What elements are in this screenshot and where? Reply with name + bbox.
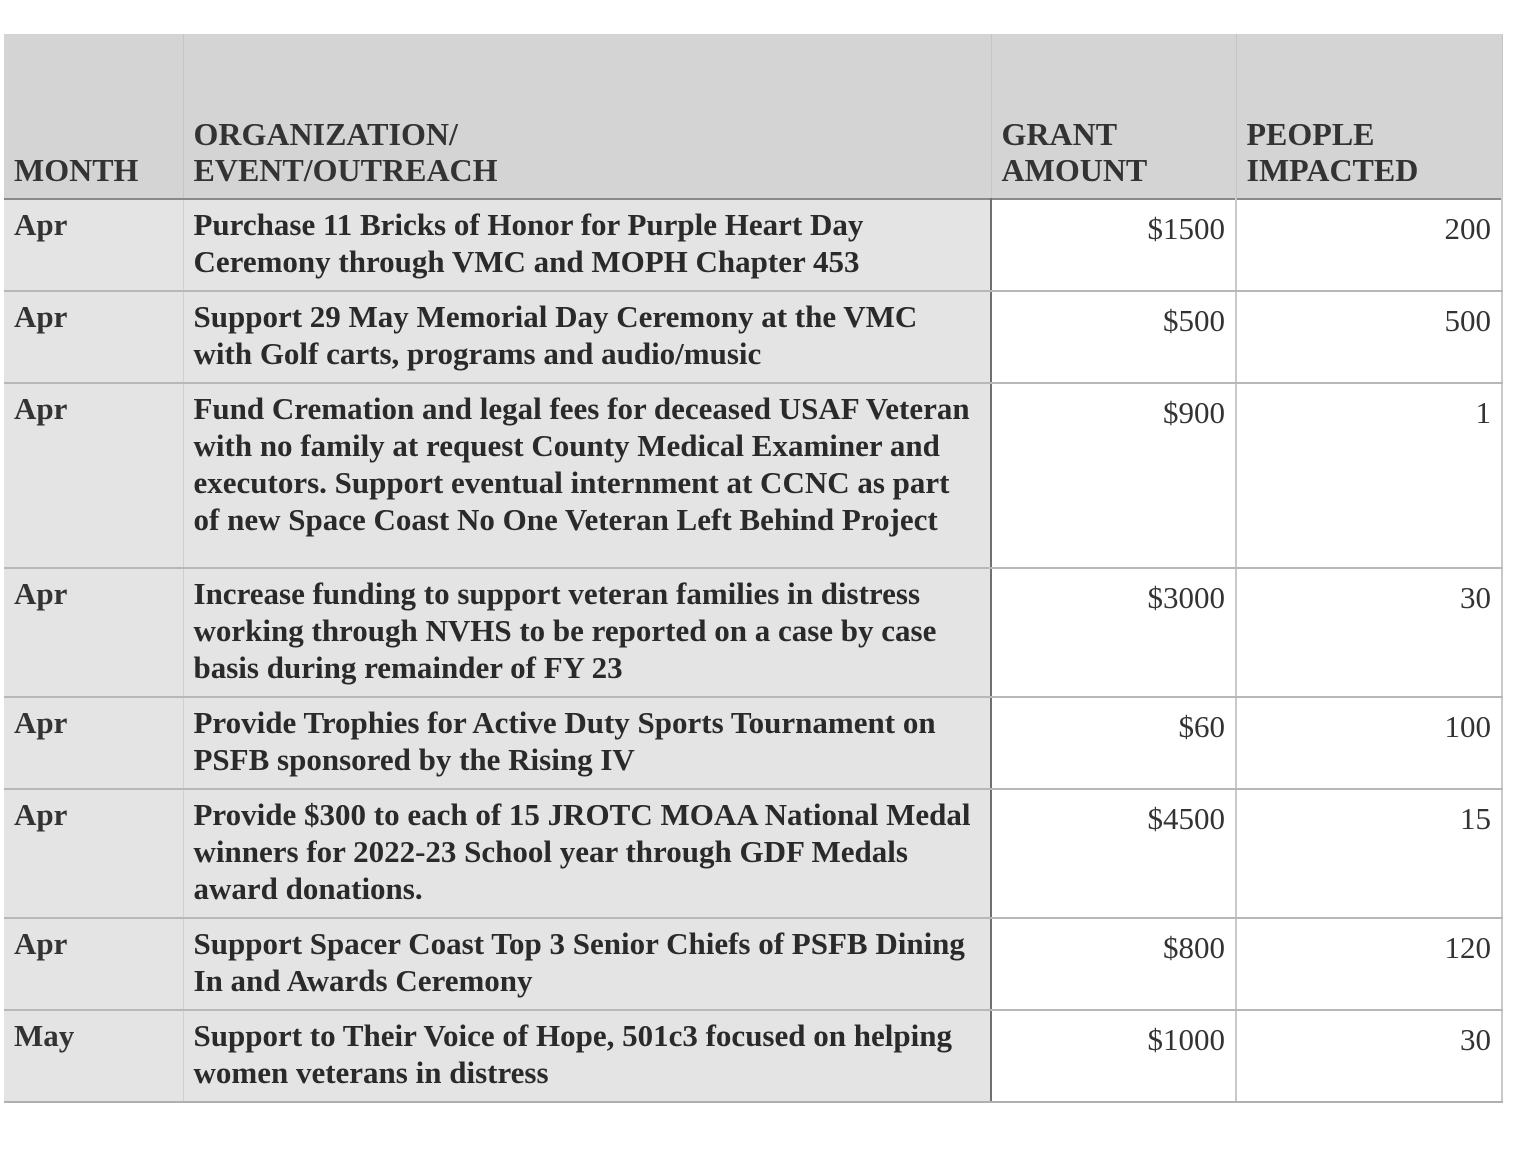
cell-month: Apr	[4, 918, 183, 1010]
table-row	[4, 918, 1502, 1010]
header-grant-amount	[991, 34, 1236, 199]
header-organization-line-1: ORGANIZATION/	[193, 116, 458, 152]
cell-people-impacted: 1	[1236, 383, 1502, 568]
header-month-line-1: MONTH	[14, 152, 139, 188]
table-row	[4, 789, 1502, 918]
cell-grant-amount: $800	[991, 918, 1236, 1010]
cell-month: Apr	[4, 291, 183, 383]
header-organization	[183, 34, 991, 199]
cell-people-impacted: 200	[1236, 199, 1502, 291]
table-row	[4, 568, 1502, 697]
table-row	[4, 199, 1502, 291]
cell-people-impacted: 120	[1236, 918, 1502, 1010]
cell-month: May	[4, 1010, 183, 1102]
cell-grant-amount: $1500	[991, 199, 1236, 291]
cell-organization: Purchase 11 Bricks of Honor for Purple Heart Day Ceremony through VMC and MOPH Chapter 453	[183, 199, 991, 291]
table-row	[4, 291, 1502, 383]
cell-organization: Support to Their Voice of Hope, 501c3 focused on helping women veterans in distress	[183, 1010, 991, 1102]
table-row	[4, 697, 1502, 789]
cell-month: Apr	[4, 789, 183, 918]
cell-month: Apr	[4, 199, 183, 291]
header-people-line-1: PEOPLE	[1246, 116, 1375, 152]
header-grant-line-1: GRANT	[1001, 116, 1118, 152]
cell-grant-amount: $1000	[991, 1010, 1236, 1102]
cell-month: Apr	[4, 383, 183, 568]
cell-people-impacted: 100	[1236, 697, 1502, 789]
table-row	[4, 1010, 1502, 1102]
cell-grant-amount: $500	[991, 291, 1236, 383]
cell-organization: Provide Trophies for Active Duty Sports Tournament on PSFB sponsored by the Rising IV	[183, 697, 991, 789]
grants-table	[4, 34, 1503, 1103]
cell-grant-amount: $3000	[991, 568, 1236, 697]
cell-organization: Support Spacer Coast Top 3 Senior Chiefs of PSFB Dining In and Awards Ceremony	[183, 918, 991, 1010]
cell-people-impacted: 15	[1236, 789, 1502, 918]
cell-organization: Increase funding to support veteran families in distress working through NVHS to be reported on a case by case basis during remainder of FY 23	[183, 568, 991, 697]
header-grant-line-2: AMOUNT	[1001, 152, 1148, 188]
cell-grant-amount: $4500	[991, 789, 1236, 918]
cell-people-impacted: 500	[1236, 291, 1502, 383]
cell-grant-amount: $900	[991, 383, 1236, 568]
cell-people-impacted: 30	[1236, 568, 1502, 697]
cell-organization: Fund Cremation and legal fees for deceased USAF Veteran with no family at request County Medical Examiner and executors. Support eventual internment at CCNC as part of new Space Coast No One Veteran Left Behind Project	[183, 383, 991, 568]
table-row	[4, 383, 1502, 568]
cell-month: Apr	[4, 697, 183, 789]
cell-month: Apr	[4, 568, 183, 697]
header-organization-line-2: EVENT/OUTREACH	[193, 152, 498, 188]
cell-grant-amount: $60	[991, 697, 1236, 789]
grants-document	[4, 34, 1502, 1103]
cell-organization: Support 29 May Memorial Day Ceremony at the VMC with Golf carts, programs and audio/music	[183, 291, 991, 383]
header-people-impacted	[1236, 34, 1502, 199]
header-people-line-2: IMPACTED	[1246, 152, 1419, 188]
cell-people-impacted: 30	[1236, 1010, 1502, 1102]
header-month	[4, 34, 183, 199]
cell-organization: Provide $300 to each of 15 JROTC MOAA National Medal winners for 2022-23 School year through GDF Medals award donations.	[183, 789, 991, 918]
table-header-row	[4, 34, 1502, 199]
